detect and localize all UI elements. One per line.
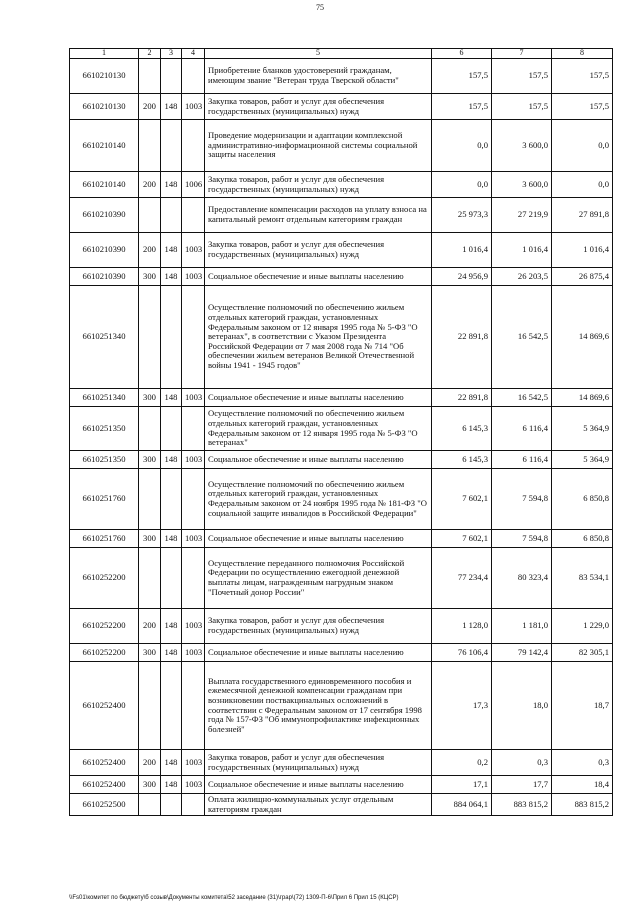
row-value-year3: 1 016,4: [552, 233, 613, 268]
row-type-code: [139, 469, 161, 530]
row-admin-code: 148: [161, 609, 182, 644]
row-description: Социальное обеспечение и иные выплаты населению: [205, 530, 432, 548]
column-header: 2: [139, 49, 161, 59]
table-row: [70, 469, 613, 530]
row-section-code: 1006: [182, 172, 205, 198]
row-value-year3: 0,3: [552, 750, 613, 776]
column-header: 4: [182, 49, 205, 59]
row-code: 6610210130: [70, 59, 139, 94]
table-row: [70, 198, 613, 233]
table-row: [70, 389, 613, 407]
row-type-code: 300: [139, 268, 161, 286]
row-code: 6610252500: [70, 794, 139, 816]
row-value-year3: 157,5: [552, 94, 613, 120]
row-value-year1: 17,1: [432, 776, 492, 794]
table-row: [70, 794, 613, 816]
row-value-year2: 7 594,8: [492, 530, 552, 548]
row-type-code: [139, 198, 161, 233]
row-value-year3: 6 850,8: [552, 530, 613, 548]
row-admin-code: [161, 286, 182, 389]
row-value-year2: 157,5: [492, 59, 552, 94]
row-admin-code: [161, 407, 182, 451]
row-type-code: [139, 662, 161, 750]
table-row: [70, 609, 613, 644]
row-type-code: 200: [139, 750, 161, 776]
row-value-year2: 18,0: [492, 662, 552, 750]
row-section-code: [182, 120, 205, 172]
row-value-year3: 14 869,6: [552, 286, 613, 389]
row-section-code: 1003: [182, 268, 205, 286]
table-row: [70, 750, 613, 776]
footer-file-path: \\Fs01\комитет по бюджету\б созыв\Документы комитета\52 заседание (31)\грар\(72) 1309-П-6\Прил 6 Прил 15 (КЦСР): [69, 895, 399, 901]
row-code: 6610252200: [70, 548, 139, 609]
row-admin-code: [161, 662, 182, 750]
table-row: [70, 59, 613, 94]
row-value-year3: 1 229,0: [552, 609, 613, 644]
row-value-year1: 77 234,4: [432, 548, 492, 609]
row-value-year3: 18,7: [552, 662, 613, 750]
row-value-year1: 24 956,9: [432, 268, 492, 286]
row-value-year2: 16 542,5: [492, 389, 552, 407]
row-section-code: [182, 469, 205, 530]
row-section-code: [182, 59, 205, 94]
row-value-year3: 0,0: [552, 120, 613, 172]
row-section-code: [182, 198, 205, 233]
row-code: 6610252400: [70, 662, 139, 750]
row-code: 6610252200: [70, 644, 139, 662]
table-row: [70, 94, 613, 120]
column-header: 3: [161, 49, 182, 59]
row-admin-code: [161, 548, 182, 609]
row-description: Проведение модернизации и адаптации комплексной административно-информационной системы социальной защиты населения: [205, 120, 432, 172]
row-value-year3: 26 875,4: [552, 268, 613, 286]
row-type-code: 300: [139, 389, 161, 407]
row-code: 6610251350: [70, 451, 139, 469]
row-value-year1: 17,3: [432, 662, 492, 750]
table-row: [70, 233, 613, 268]
row-admin-code: 148: [161, 776, 182, 794]
row-code: 6610251760: [70, 469, 139, 530]
row-description: Социальное обеспечение и иные выплаты населению: [205, 451, 432, 469]
table-row: [70, 530, 613, 548]
row-type-code: [139, 120, 161, 172]
row-section-code: 1003: [182, 776, 205, 794]
row-value-year1: 157,5: [432, 59, 492, 94]
row-description: Закупка товаров, работ и услуг для обеспечения государственных (муниципальных) нужд: [205, 609, 432, 644]
row-code: 6610252400: [70, 750, 139, 776]
row-code: 6610210140: [70, 172, 139, 198]
row-value-year2: 1 181,0: [492, 609, 552, 644]
row-value-year1: 1 128,0: [432, 609, 492, 644]
row-value-year2: 6 116,4: [492, 451, 552, 469]
row-value-year2: 26 203,5: [492, 268, 552, 286]
row-admin-code: 148: [161, 451, 182, 469]
row-value-year1: 76 106,4: [432, 644, 492, 662]
row-description: Осуществление переданного полномочия Российской Федерации по осуществлению ежегодной денежной выплаты лицам, награжденным нагрудным знаком "Почетный донор России": [205, 548, 432, 609]
row-section-code: 1003: [182, 609, 205, 644]
row-code: 6610210390: [70, 233, 139, 268]
column-header: 5: [205, 49, 432, 59]
row-value-year1: 157,5: [432, 94, 492, 120]
row-description: Социальное обеспечение и иные выплаты населению: [205, 389, 432, 407]
row-section-code: 1003: [182, 644, 205, 662]
table-row: [70, 286, 613, 389]
row-value-year2: 80 323,4: [492, 548, 552, 609]
row-type-code: 300: [139, 451, 161, 469]
row-value-year2: 6 116,4: [492, 407, 552, 451]
column-header: 6: [432, 49, 492, 59]
row-value-year3: 82 305,1: [552, 644, 613, 662]
row-value-year2: 0,3: [492, 750, 552, 776]
row-section-code: 1003: [182, 451, 205, 469]
row-value-year1: 0,0: [432, 172, 492, 198]
row-value-year3: 14 869,6: [552, 389, 613, 407]
row-admin-code: 148: [161, 268, 182, 286]
row-admin-code: 148: [161, 750, 182, 776]
row-admin-code: 148: [161, 172, 182, 198]
row-admin-code: [161, 794, 182, 816]
row-value-year3: 157,5: [552, 59, 613, 94]
row-code: 6610251760: [70, 530, 139, 548]
row-value-year1: 884 064,1: [432, 794, 492, 816]
budget-table: [69, 48, 613, 816]
table-row: [70, 776, 613, 794]
row-type-code: [139, 407, 161, 451]
row-value-year2: 1 016,4: [492, 233, 552, 268]
row-type-code: 300: [139, 530, 161, 548]
row-admin-code: [161, 59, 182, 94]
row-section-code: 1003: [182, 530, 205, 548]
row-value-year1: 25 973,3: [432, 198, 492, 233]
row-admin-code: 148: [161, 94, 182, 120]
row-value-year3: 5 364,9: [552, 407, 613, 451]
row-value-year1: 22 891,8: [432, 286, 492, 389]
table-row: [70, 120, 613, 172]
row-description: Закупка товаров, работ и услуг для обеспечения государственных (муниципальных) нужд: [205, 233, 432, 268]
row-code: 6610252400: [70, 776, 139, 794]
table-row: [70, 172, 613, 198]
table-row: [70, 407, 613, 451]
row-description: Социальное обеспечение и иные выплаты населению: [205, 644, 432, 662]
row-value-year3: 0,0: [552, 172, 613, 198]
row-description: Осуществление полномочий по обеспечению жильем отдельных категорий граждан, установленных Федеральным законом от 12 января 1995 года № 5-ФЗ "О ветеранах": [205, 407, 432, 451]
column-header: 1: [70, 49, 139, 59]
row-value-year3: 27 891,8: [552, 198, 613, 233]
row-section-code: 1003: [182, 233, 205, 268]
row-description: Закупка товаров, работ и услуг для обеспечения государственных (муниципальных) нужд: [205, 94, 432, 120]
row-code: 6610251350: [70, 407, 139, 451]
row-description: Закупка товаров, работ и услуг для обеспечения государственных (муниципальных) нужд: [205, 172, 432, 198]
column-header: 7: [492, 49, 552, 59]
row-type-code: 200: [139, 609, 161, 644]
row-description: Осуществление полномочий по обеспечению жильем отдельных категорий граждан, установленных Федеральным законом от 12 января 1995 года № 5-ФЗ "О ветеранах", в соответствии с Указом Президента Российской Федерации от 7 мая 2008 года № 714 "Об обеспечении жильем ветеранов Великой Отечественной войны 1941 - 1945 годов": [205, 286, 432, 389]
row-value-year2: 883 815,2: [492, 794, 552, 816]
row-value-year2: 27 219,9: [492, 198, 552, 233]
row-type-code: [139, 286, 161, 389]
row-value-year3: 18,4: [552, 776, 613, 794]
row-value-year1: 22 891,8: [432, 389, 492, 407]
row-description: Оплата жилищно-коммунальных услуг отдельным категориям граждан: [205, 794, 432, 816]
row-type-code: 300: [139, 644, 161, 662]
row-description: Выплата государственного единовременного пособия и ежемесячной денежной компенсации гражданам при возникновении поствакцинальных осложнений в соответствии с Федеральным законом от 17 сентября 1998 года № 157-ФЗ "Об иммунопрофилактике инфекционных болезней": [205, 662, 432, 750]
row-code: 6610251340: [70, 389, 139, 407]
row-value-year1: 6 145,3: [432, 451, 492, 469]
row-type-code: 300: [139, 776, 161, 794]
row-admin-code: 148: [161, 644, 182, 662]
row-value-year2: 79 142,4: [492, 644, 552, 662]
row-type-code: 200: [139, 94, 161, 120]
row-type-code: 200: [139, 233, 161, 268]
column-header: 8: [552, 49, 613, 59]
row-value-year3: 883 815,2: [552, 794, 613, 816]
row-code: 6610210390: [70, 198, 139, 233]
row-section-code: [182, 407, 205, 451]
header-row: [70, 49, 613, 59]
row-description: Закупка товаров, работ и услуг для обеспечения государственных (муниципальных) нужд: [205, 750, 432, 776]
row-section-code: [182, 286, 205, 389]
row-description: Осуществление полномочий по обеспечению жильем отдельных категорий граждан, установленных Федеральным законом от 24 ноября 1995 года № 181-ФЗ "О социальной защите инвалидов в Российской Федерации": [205, 469, 432, 530]
row-value-year1: 0,2: [432, 750, 492, 776]
row-value-year2: 17,7: [492, 776, 552, 794]
row-admin-code: [161, 469, 182, 530]
row-description: Приобретение бланков удостоверений гражданам, имеющим звание "Ветеран труда Тверской области": [205, 59, 432, 94]
row-admin-code: [161, 198, 182, 233]
row-section-code: [182, 662, 205, 750]
row-type-code: [139, 548, 161, 609]
row-value-year3: 83 534,1: [552, 548, 613, 609]
table-row: [70, 644, 613, 662]
page-number: 75: [316, 3, 324, 12]
row-section-code: [182, 548, 205, 609]
row-value-year1: 7 602,1: [432, 530, 492, 548]
row-value-year2: 16 542,5: [492, 286, 552, 389]
row-type-code: [139, 59, 161, 94]
row-admin-code: 148: [161, 389, 182, 407]
row-description: Социальное обеспечение и иные выплаты населению: [205, 776, 432, 794]
row-description: Предоставление компенсации расходов на уплату взноса на капитальный ремонт отдельным категориям граждан: [205, 198, 432, 233]
row-admin-code: 148: [161, 530, 182, 548]
row-section-code: 1003: [182, 750, 205, 776]
row-code: 6610251340: [70, 286, 139, 389]
row-value-year3: 6 850,8: [552, 469, 613, 530]
row-code: 6610252200: [70, 609, 139, 644]
table-row: [70, 451, 613, 469]
row-section-code: 1003: [182, 389, 205, 407]
row-value-year3: 5 364,9: [552, 451, 613, 469]
row-type-code: [139, 794, 161, 816]
row-value-year2: 3 600,0: [492, 172, 552, 198]
row-value-year1: 6 145,3: [432, 407, 492, 451]
row-code: 6610210390: [70, 268, 139, 286]
row-value-year1: 1 016,4: [432, 233, 492, 268]
row-description: Социальное обеспечение и иные выплаты населению: [205, 268, 432, 286]
row-value-year2: 157,5: [492, 94, 552, 120]
row-value-year1: 0,0: [432, 120, 492, 172]
row-value-year2: 7 594,8: [492, 469, 552, 530]
row-admin-code: 148: [161, 233, 182, 268]
row-code: 6610210140: [70, 120, 139, 172]
row-type-code: 200: [139, 172, 161, 198]
row-value-year1: 7 602,1: [432, 469, 492, 530]
row-section-code: [182, 794, 205, 816]
row-value-year2: 3 600,0: [492, 120, 552, 172]
row-admin-code: [161, 120, 182, 172]
table-row: [70, 548, 613, 609]
table-row: [70, 268, 613, 286]
row-code: 6610210130: [70, 94, 139, 120]
table-row: [70, 662, 613, 750]
row-section-code: 1003: [182, 94, 205, 120]
